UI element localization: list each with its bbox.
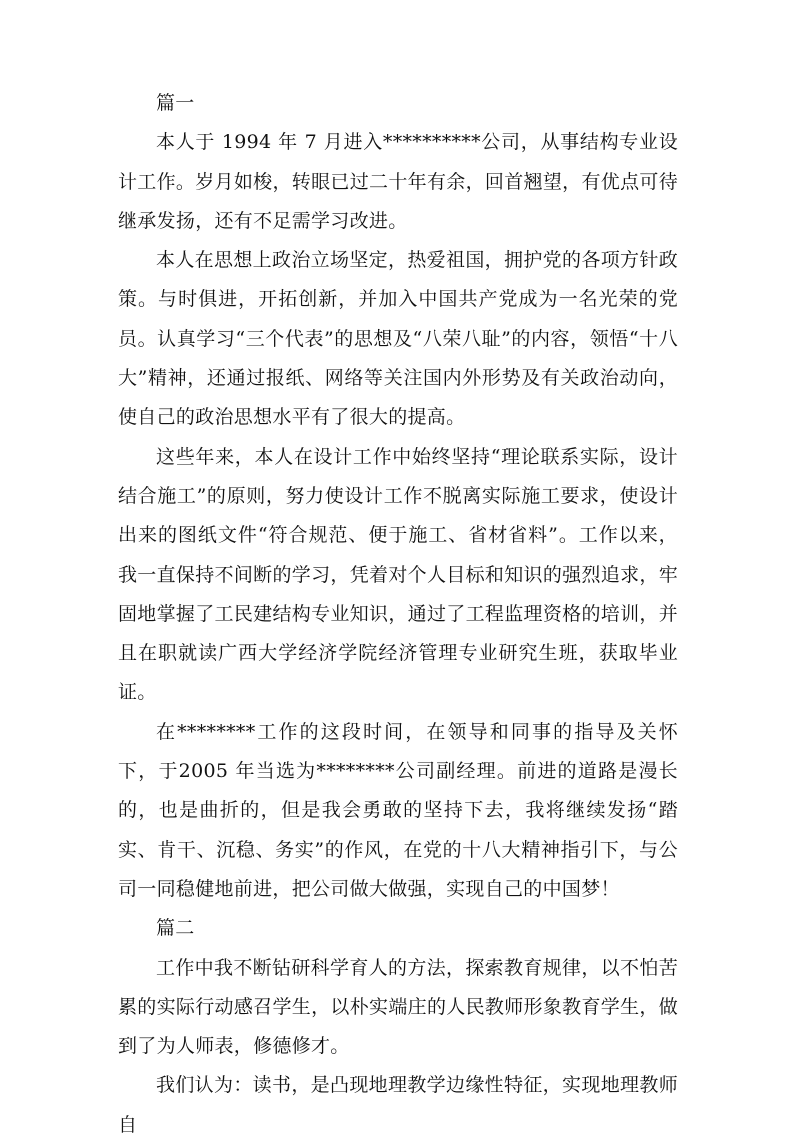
paragraph-5: 工作中我不断钻研科学育人的方法，探索教育规律，以不怕苦累的实际行动感召学生，以朴实端庄的人民教师形象教育学生，做到了为人师表，修德修才。	[118, 956, 678, 1058]
paragraph-1: 本人于 1994 年 7 月进入**********公司，从事结构专业设计工作。岁月如梭，转眼已过二十年有余，回首翘望，有优点可待继承发扬，还有不足需学习改进。	[118, 131, 678, 232]
paragraph-2: 本人在思想上政治立场坚定，热爱祖国，拥护党的各项方针政策。与时俱进，开拓创新，并加入中国共产党成为一名光荣的党员。认真学习“三个代表”的思想及“八荣八耻”的内容，领悟“十八大”精神，还通过报纸、网络等关注国内外形势及有关政治动向，使自己的政治思想水平有了很大的提高。	[118, 249, 678, 429]
paragraph-6: 我们认为：读书，是凸现地理教学边缘性特征，实现地理教师自	[118, 1074, 678, 1136]
paragraph-3: 这些年来，本人在设计工作中始终坚持“理论联系实际，设计结合施工”的原则，努力使设计工作不脱离实际施工要求，使设计出来的图纸文件“符合规范、便于施工、省材省料”。工作以来，我一直保持不间断的学习，凭着对个人目标和知识的强烈追求，牢固地掌握了工民建结构专业知识，通过了工程监理资格的培训，并且在职就读广西大学经济学院经济管理专业研究生班，获取毕业证。	[118, 445, 678, 704]
document-page	[118, 84, 678, 1145]
section-heading-2: 篇二	[156, 917, 195, 940]
section-heading-1: 篇一	[156, 92, 195, 114]
paragraph-4: 在********工作的这段时间，在领导和同事的指导及关怀下，于2005 年当选为********公司副经理。前进的道路是漫长的，也是曲折的，但是我会勇敢的坚持下去，我将继续发扬“踏实、肯干、沉稳、务实”的作风，在党的十八大精神指引下，与公司一同稳健地前进，把公司做大做强，实现自己的中国梦！	[118, 720, 678, 900]
